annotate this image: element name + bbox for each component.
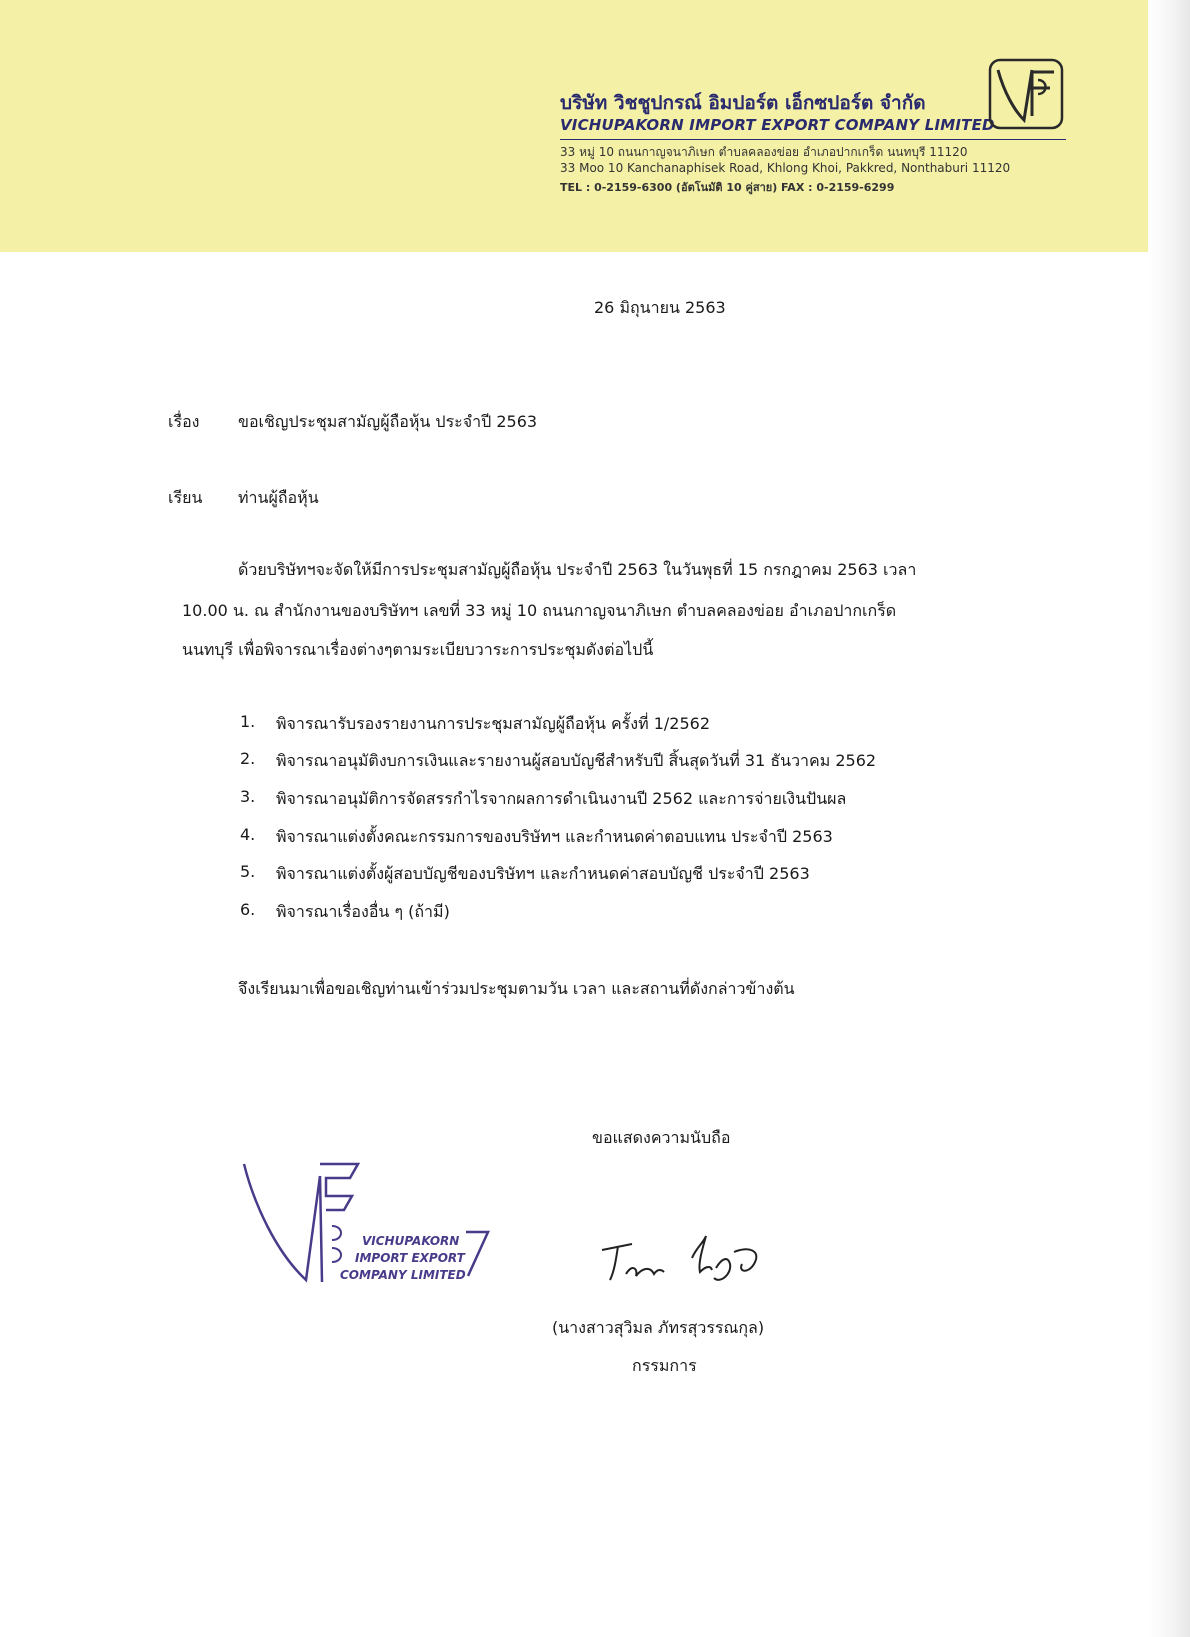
letterhead-divider	[560, 139, 1066, 140]
agenda-number: 3.	[240, 787, 256, 806]
agenda-item: พิจารณาอนุมัติการจัดสรรกำไรจากผลการดำเนินงานปี 2562 และการจ่ายเงินปันผล	[276, 789, 847, 808]
agenda-number: 6.	[240, 900, 256, 919]
company-name-english: VICHUPAKORN IMPORT EXPORT COMPANY LIMITED	[560, 116, 995, 134]
recipient-text: ท่านผู้ถือหุ้น	[238, 488, 319, 507]
subject-text: ขอเชิญประชุมสามัญผู้ถือหุ้น ประจำปี 2563	[238, 412, 538, 431]
tel-fax: TEL : 0-2159-6300 (อัตโนมัติ 10 คู่สาย) FAX : 0-2159-6299	[560, 181, 895, 194]
address-english: 33 Moo 10 Kanchanaphisek Road, Khlong Khoi, Pakkred, Nonthaburi 11120	[560, 161, 1011, 175]
agenda-number: 1.	[240, 712, 256, 731]
recipient-label: เรียน	[168, 488, 203, 507]
agenda-item: พิจารณาแต่งตั้งผู้สอบบัญชีของบริษัทฯ และกำหนดค่าสอบบัญชี ประจำปี 2563	[276, 864, 810, 883]
company-name-thai: บริษัท วิชชูปกรณ์ อิมปอร์ต เอ็กซปอร์ต จำกัด	[560, 92, 926, 114]
paragraph-line: นนทบุรี เพื่อพิจารณาเรื่องต่างๆตามระเบียบวาระการประชุมดังต่อไปนี้	[182, 640, 654, 659]
complimentary-close: ขอแสดงความนับถือ	[592, 1128, 731, 1147]
agenda-number: 4.	[240, 825, 256, 844]
vp-monogram-logo-icon	[988, 58, 1064, 130]
paragraph-line: 10.00 น. ณ สำนักงานของบริษัทฯ เลขที่ 33 หมู่ 10 ถนนกาญจนาภิเษก ตำบลคลองข่อย อำเภอปากเกร็ด	[182, 601, 897, 620]
stamp-line: IMPORT EXPORT	[355, 1251, 465, 1265]
agenda-item: พิจารณาแต่งตั้งคณะกรรมการของบริษัทฯ และกำหนดค่าตอบแทน ประจำปี 2563	[276, 827, 833, 846]
handwritten-signature	[598, 1228, 788, 1288]
stamp-line: COMPANY LIMITED	[340, 1268, 466, 1282]
letter-date: 26 มิถุนายน 2563	[594, 298, 726, 317]
agenda-number: 5.	[240, 862, 256, 881]
agenda-item: พิจารณาเรื่องอื่น ๆ (ถ้ามี)	[276, 902, 450, 921]
agenda-item: พิจารณาอนุมัติงบการเงินและรายงานผู้สอบบัญชีสำหรับปี สิ้นสุดวันที่ 31 ธันวาคม 2562	[276, 751, 877, 770]
paragraph-line: ด้วยบริษัทฯจะจัดให้มีการประชุมสามัญผู้ถือหุ้น ประจำปี 2563 ในวันพุธที่ 15 กรกฎาคม 2563 เวลา	[238, 560, 917, 579]
address-thai: 33 หมู่ 10 ถนนกาญจนาภิเษก ตำบลคลองข่อย อำเภอปากเกร็ด นนทบุรี 11120	[560, 145, 968, 159]
agenda-number: 2.	[240, 749, 256, 768]
closing-sentence: จึงเรียนมาเพื่อขอเชิญท่านเข้าร่วมประชุมตามวัน เวลา และสถานที่ดังกล่าวข้างต้น	[238, 979, 795, 998]
stamp-line: VICHUPAKORN	[362, 1234, 460, 1248]
subject-label: เรื่อง	[168, 412, 200, 431]
page-edge-shadow	[1148, 0, 1190, 1637]
agenda-item: พิจารณารับรองรายงานการประชุมสามัญผู้ถือหุ้น ครั้งที่ 1/2562	[276, 714, 710, 733]
signer-name: (นางสาวสุวิมล ภัทรสุวรรณกุล)	[552, 1318, 765, 1337]
signer-title: กรรมการ	[632, 1356, 697, 1375]
